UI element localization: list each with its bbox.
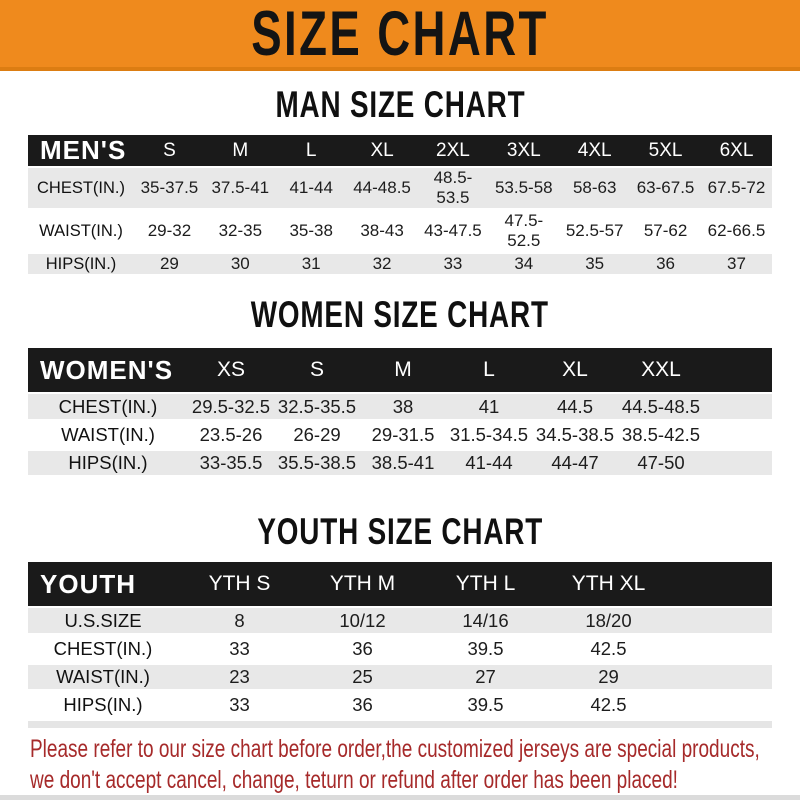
men-section-heading	[0, 85, 800, 125]
column-header: L	[446, 348, 532, 393]
column-header: 5XL	[630, 135, 701, 167]
size-chart-banner	[0, 0, 800, 71]
size-value: 52.5-57	[559, 210, 630, 253]
row-label: WAIST(IN.)	[28, 210, 134, 253]
size-value: 29-32	[134, 210, 205, 253]
column-header: 4XL	[559, 135, 630, 167]
row-label: CHEST(IN.)	[28, 393, 188, 421]
row-label: HIPS(IN.)	[28, 253, 134, 276]
size-value: 35-37.5	[134, 167, 205, 210]
table-row	[28, 167, 772, 210]
size-value: 14/16	[424, 607, 547, 635]
column-header: YTH M	[301, 562, 424, 607]
size-value: 30	[205, 253, 276, 276]
table-row	[28, 393, 772, 421]
size-value: 63-67.5	[630, 167, 701, 210]
size-value: 34	[488, 253, 559, 276]
size-value: 31.5-34.5	[446, 421, 532, 449]
table-row	[28, 663, 772, 691]
column-header: YTH XL	[547, 562, 670, 607]
spacer-cell	[704, 393, 772, 421]
size-value: 47.5-52.5	[488, 210, 559, 253]
size-value: 32	[347, 253, 418, 276]
men-size-table	[28, 135, 772, 277]
column-header: XXL	[618, 348, 704, 393]
size-value: 41-44	[446, 449, 532, 477]
size-value: 38-43	[347, 210, 418, 253]
size-value: 32-35	[205, 210, 276, 253]
size-value: 44.5-48.5	[618, 393, 704, 421]
column-header: L	[276, 135, 347, 167]
table-row	[28, 691, 772, 719]
youth-section-heading-text: YOUTH SIZE CHART	[257, 511, 543, 553]
spacer-cell	[670, 562, 772, 607]
youth-section-heading	[0, 512, 800, 552]
column-header: S	[274, 348, 360, 393]
footer-note-line2: we don't accept cancel, change, teturn or refund after order has been placed!	[30, 766, 678, 794]
size-value: 62-66.5	[701, 210, 772, 253]
column-header: 3XL	[488, 135, 559, 167]
spacer-cell	[704, 449, 772, 477]
men-section-heading-text: MAN SIZE CHART	[274, 84, 525, 126]
size-value: 18/20	[547, 607, 670, 635]
size-value: 58-63	[559, 167, 630, 210]
row-label: HIPS(IN.)	[28, 691, 178, 719]
size-value: 36	[301, 635, 424, 663]
row-label: CHEST(IN.)	[28, 635, 178, 663]
women-table-corner-header: WOMEN'S	[28, 348, 188, 393]
size-value: 29	[134, 253, 205, 276]
women-size-table	[28, 348, 772, 479]
size-value: 38.5-42.5	[618, 421, 704, 449]
size-value: 33	[178, 635, 301, 663]
table-row	[28, 253, 772, 276]
spacer-cell	[670, 607, 772, 635]
size-value: 31	[276, 253, 347, 276]
size-value: 34.5-38.5	[532, 421, 618, 449]
table-row	[28, 421, 772, 449]
size-value: 48.5-53.5	[418, 167, 489, 210]
column-header: 2XL	[418, 135, 489, 167]
size-value: 35	[559, 253, 630, 276]
spacer-cell	[704, 421, 772, 449]
row-label: CHEST(IN.)	[28, 167, 134, 210]
size-value: 44.5	[532, 393, 618, 421]
size-value: 29.5-32.5	[188, 393, 274, 421]
size-value: 53.5-58	[488, 167, 559, 210]
table-row	[28, 635, 772, 663]
size-value: 39.5	[424, 691, 547, 719]
size-value: 26-29	[274, 421, 360, 449]
men-table-corner-header: MEN'S	[28, 135, 134, 167]
size-value: 67.5-72	[701, 167, 772, 210]
column-header: XL	[532, 348, 618, 393]
size-value: 37	[701, 253, 772, 276]
size-value: 29-31.5	[360, 421, 446, 449]
column-header: YTH S	[178, 562, 301, 607]
table-header-row	[28, 562, 772, 607]
spacer-cell	[670, 663, 772, 691]
table-bottom-strip	[28, 721, 772, 728]
size-value: 27	[424, 663, 547, 691]
table-row	[28, 449, 772, 477]
size-value: 42.5	[547, 691, 670, 719]
youth-table-corner-header: YOUTH	[28, 562, 178, 607]
row-label: WAIST(IN.)	[28, 663, 178, 691]
row-label: HIPS(IN.)	[28, 449, 188, 477]
table-row	[28, 210, 772, 253]
spacer-cell	[670, 635, 772, 663]
spacer-cell	[670, 691, 772, 719]
size-value: 25	[301, 663, 424, 691]
column-header: M	[360, 348, 446, 393]
size-value: 10/12	[301, 607, 424, 635]
size-value: 57-62	[630, 210, 701, 253]
size-value: 23.5-26	[188, 421, 274, 449]
size-value: 29	[547, 663, 670, 691]
size-value: 38.5-41	[360, 449, 446, 477]
size-value: 47-50	[618, 449, 704, 477]
size-value: 39.5	[424, 635, 547, 663]
page-bottom-edge	[0, 795, 800, 800]
youth-size-table	[28, 562, 772, 721]
size-value: 33-35.5	[188, 449, 274, 477]
table-header-row	[28, 348, 772, 393]
size-value: 33	[178, 691, 301, 719]
column-header: YTH L	[424, 562, 547, 607]
women-section-heading-text: WOMEN SIZE CHART	[250, 294, 550, 336]
size-value: 41-44	[276, 167, 347, 210]
table-row	[28, 607, 772, 635]
footer-note	[0, 734, 800, 796]
size-value: 35.5-38.5	[274, 449, 360, 477]
size-value: 42.5	[547, 635, 670, 663]
size-value: 38	[360, 393, 446, 421]
table-header-row	[28, 135, 772, 167]
size-value: 44-47	[532, 449, 618, 477]
column-header: XL	[347, 135, 418, 167]
size-value: 37.5-41	[205, 167, 276, 210]
column-header: 6XL	[701, 135, 772, 167]
page-title: SIZE CHART	[251, 0, 549, 69]
women-section-heading	[0, 295, 800, 335]
size-value: 36	[301, 691, 424, 719]
size-value: 33	[418, 253, 489, 276]
footer-note-line1: Please refer to our size chart before order,the customized jerseys are special products,	[30, 735, 760, 763]
column-header: M	[205, 135, 276, 167]
size-value: 35-38	[276, 210, 347, 253]
row-label: WAIST(IN.)	[28, 421, 188, 449]
size-value: 41	[446, 393, 532, 421]
row-label: U.S.SIZE	[28, 607, 178, 635]
size-value: 36	[630, 253, 701, 276]
column-header: XS	[188, 348, 274, 393]
size-value: 23	[178, 663, 301, 691]
spacer-cell	[704, 348, 772, 393]
size-value: 43-47.5	[418, 210, 489, 253]
column-header: S	[134, 135, 205, 167]
size-value: 44-48.5	[347, 167, 418, 210]
size-value: 32.5-35.5	[274, 393, 360, 421]
size-value: 8	[178, 607, 301, 635]
